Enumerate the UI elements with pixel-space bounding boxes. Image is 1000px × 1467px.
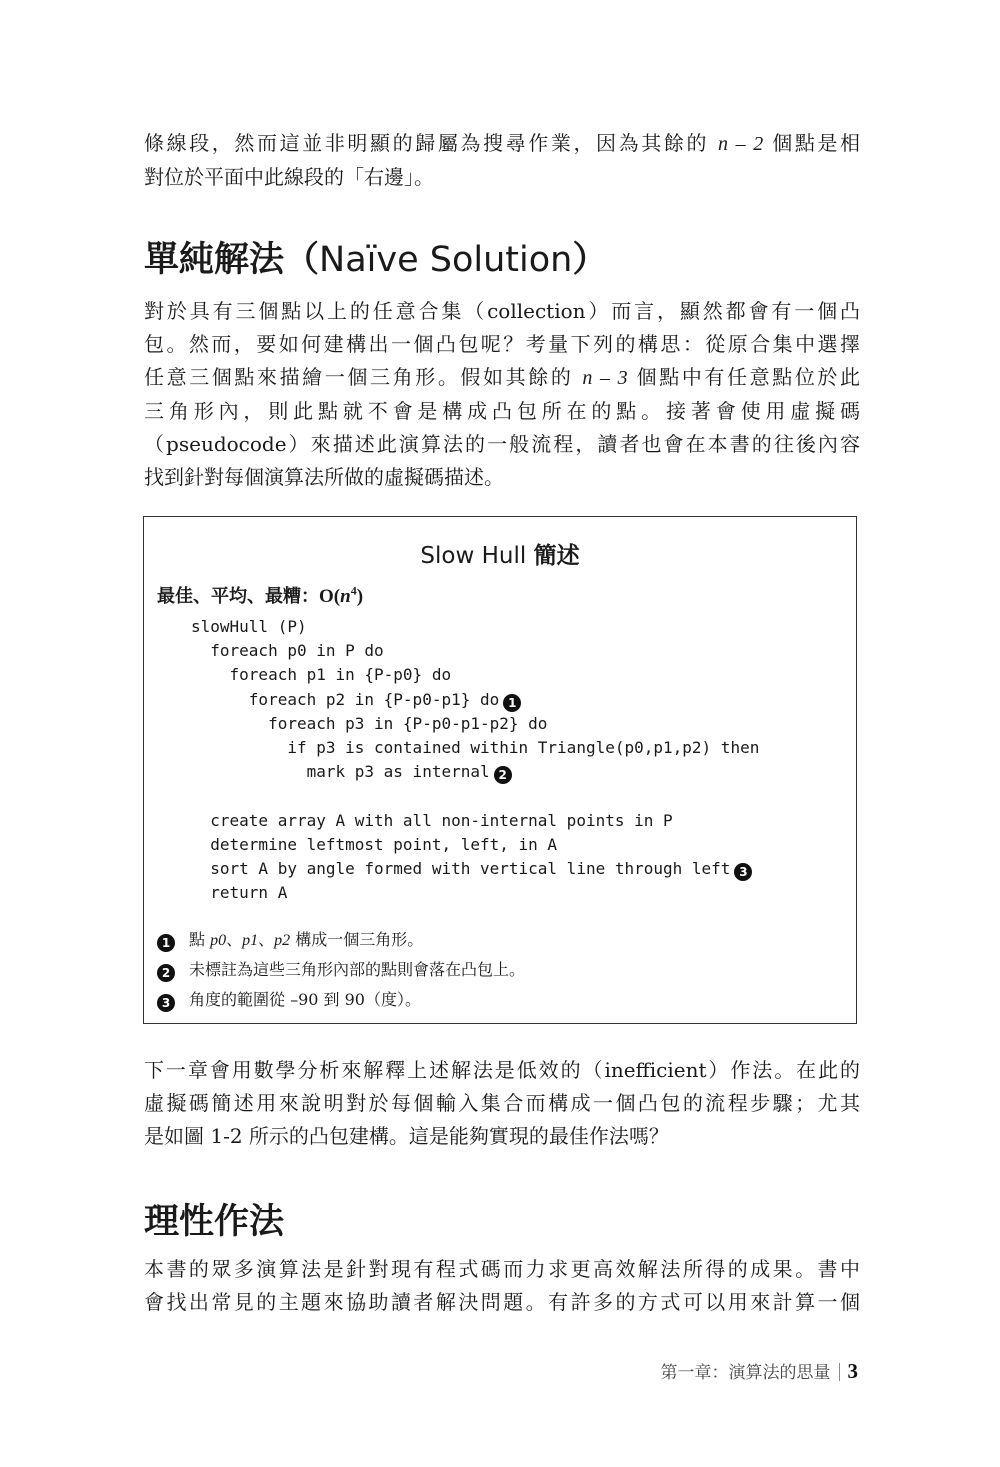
code-line: create array A with all non-internal points in P: [191, 810, 673, 830]
algorithm-box-title: Slow Hull 簡述: [420, 543, 580, 569]
callout-2-icon: 2: [494, 766, 512, 784]
page-footer: [661, 1358, 859, 1384]
callout-3-icon: 3: [734, 863, 752, 881]
code-line: foreach p3 in {P-p0-p1-p2} do: [191, 713, 548, 733]
code-line: foreach p2 in {P-p0-p1} do 1: [191, 688, 759, 712]
section-heading-naive-solution: 單純解法（Naïve Solution）: [144, 240, 608, 280]
note-2: 2 未標註為這些三角形內部的點則會落在凸包上。: [157, 957, 525, 982]
chapter-title: 第一章：演算法的思量: [660, 1363, 831, 1383]
algorithm-summary-box: [143, 516, 857, 1024]
intro-line-2: 對位於平面中此線段的「右邊」。: [144, 165, 434, 189]
code-line: slowHull (P): [191, 617, 307, 636]
rational-approach-paragraph: 本書的眾多演算法是針對現有程式碼而力求更高效解法所得的成果。書中 會找出常見的主題來協助讀者解決問題。有許多的方式可以用來計算一個: [144, 1257, 860, 1314]
code-line: sort A by angle formed with vertical line through left 3: [191, 857, 759, 881]
naive-solution-paragraph: 對於具有三個點以上的任意合集（collection）而言，顯然都會有一個凸 包。然而，要如何建構出一個凸包呢？考量下列的構思：從原合集中選擇 任意三個點來描繪一個三角形。假如其餘的 n – 3 個點中有任意點位於此 三角形內，則此點就不會是構成凸包所在的點。接著會使用虛擬碼 （pseudocode）來描述此演算法的一般流程，讀者也會在本書的往後內容 找到針對每個演算法所做的虛擬碼描述。: [144, 299, 861, 489]
code-line: foreach p1 in {P-p0} do: [191, 665, 452, 685]
note-1: 1 點 p0、p1、p2 構成一個三角形。: [157, 927, 423, 952]
code-line: mark p3 as internal 2: [191, 760, 759, 784]
performance-line: 最佳、平均、最糟：$O(n^4)$: [157, 583, 364, 607]
callout-3-icon: 3: [157, 994, 175, 1012]
callout-1-icon: 1: [157, 934, 175, 952]
code-line: foreach p0 in P do: [191, 641, 384, 661]
code-line: [191, 784, 759, 808]
note-3: 3 角度的範圍從 –90 到 90（度）。: [157, 987, 421, 1012]
section-heading-rational-approach: 理性作法: [144, 1202, 285, 1242]
code-line: if p3 is contained within Triangle(p0,p1,p2) then: [191, 737, 760, 757]
footer-divider: [839, 1363, 840, 1381]
code-line: return A: [191, 883, 288, 903]
callout-1-icon: 1: [503, 694, 521, 712]
code-line: determine leftmost point, left, in A: [191, 834, 558, 854]
intro-line-1: 條線段，然而這並非明顯的歸屬為搜尋作業，因為其餘的 n – 2 個點是相: [144, 131, 861, 155]
math-n-minus-3: n – 3: [582, 367, 628, 389]
pseudocode-block: [191, 615, 759, 905]
callout-2-icon: 2: [157, 964, 175, 982]
math-n-minus-2: n – 2: [718, 133, 764, 155]
page-number: 3: [847, 1359, 858, 1383]
intro-paragraph: [144, 127, 860, 194]
after-box-paragraph: 下一章會用數學分析來解釋上述解法是低效的（inefficient）作法。在此的 虛擬碼簡述用來說明對於每個輸入集合而構成一個凸包的流程步驟；尤其 是如圖 1-2 所示的凸包建構。這是能夠實現的最佳作法嗎？: [144, 1058, 860, 1148]
